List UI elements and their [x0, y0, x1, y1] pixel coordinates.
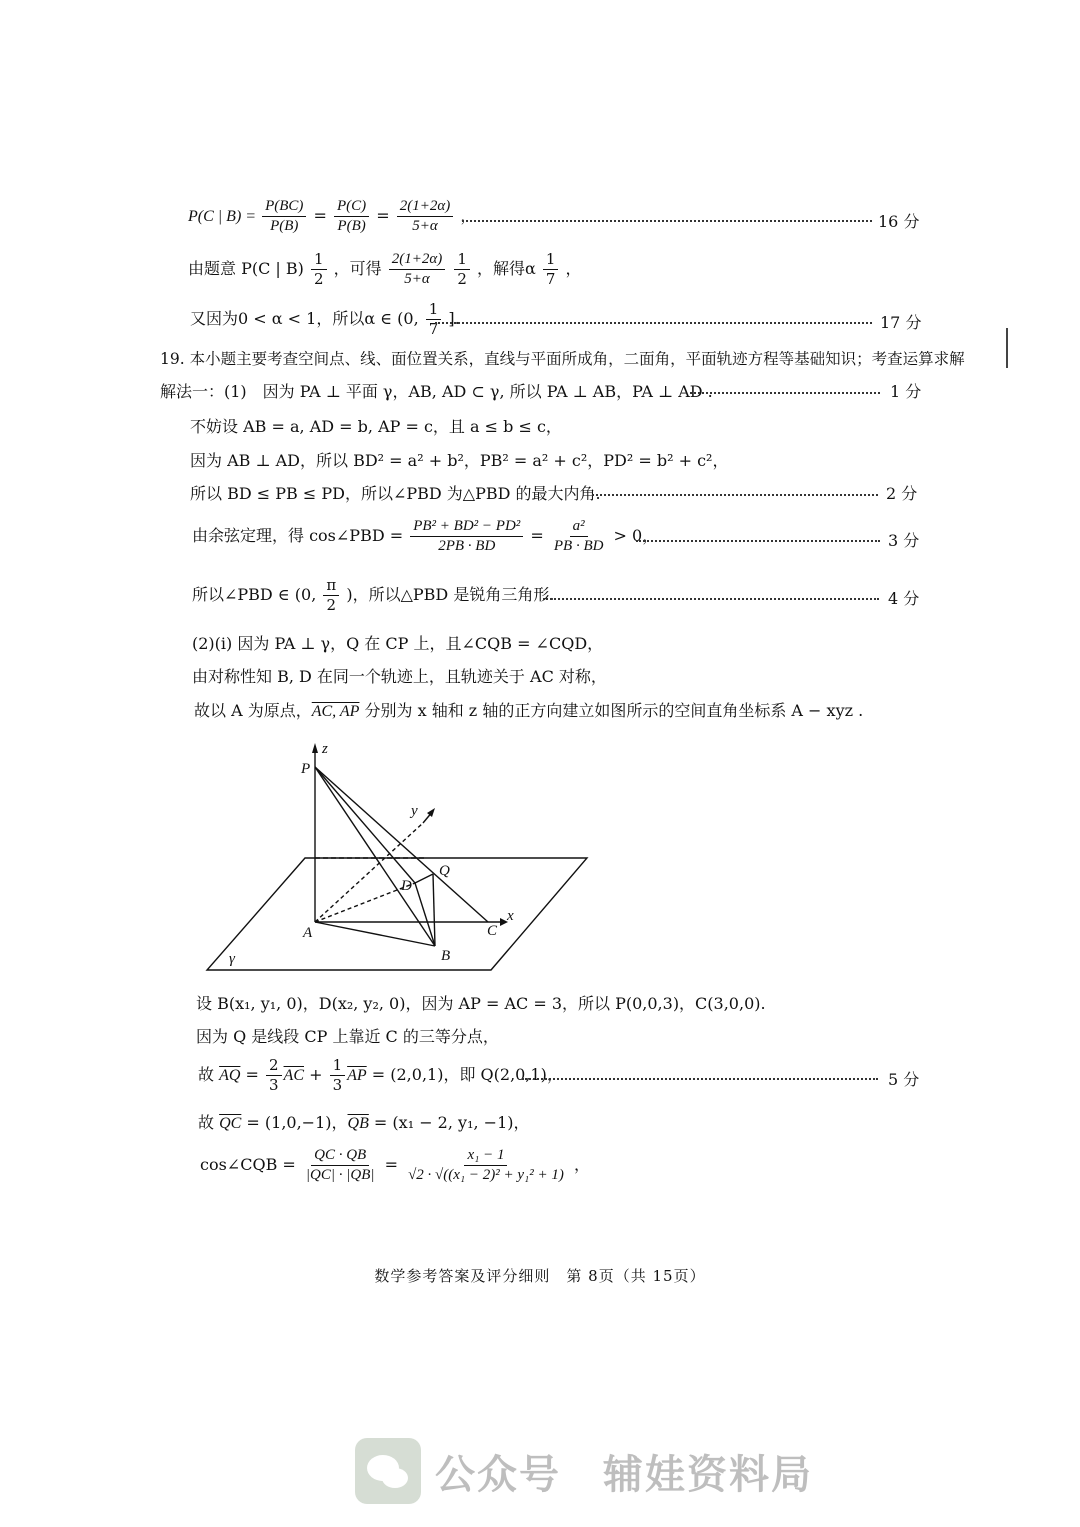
leader-dots [462, 220, 872, 222]
edge-DQ [415, 874, 433, 883]
edge-DB [415, 883, 435, 946]
watermark [355, 1438, 813, 1504]
leader-dots [522, 1078, 878, 1080]
label-P: P [301, 761, 311, 777]
score-16: 16 分 [878, 212, 920, 231]
solution-step-trisection: 因为 Q 是线段 CP 上靠近 C 的三等分点， [196, 1027, 499, 1046]
plane-gamma [207, 858, 587, 970]
solution-step-cosine: 由余弦定理，得 cos∠PBD = $\frac{\text{PB² + BD² − PD²}}{2PB \cdot BD}$ = $\frac{\text{a²}}{PB \cdot BD}$ > 0， [192, 518, 659, 554]
label-y: y [411, 803, 418, 819]
watermark-text: 公众号 辅娃资料局 [435, 1451, 813, 1498]
label-Q: Q [439, 863, 450, 879]
page-footer: 数学参考答案及评分细则 第 8页（共 15页） [374, 1267, 706, 1285]
leader-dots [543, 598, 879, 600]
score-5: 5 分 [888, 1070, 920, 1089]
label-D: D [401, 878, 412, 894]
solution-step-vectors: 故 $\overline{QC} = (1,0,-1)$，$\overline{QB} = (x_1 - 2$, y₁, −1)， [198, 1113, 530, 1132]
leader-dots [435, 322, 872, 324]
score-1: 1 分 [890, 382, 922, 401]
solution-step-points: 设 B(x₁, y₁, 0)，D(x₂, y₂, 0)，因为 AP = AC = 3，所以 P(0,0,3)，C(3,0,0). [196, 994, 766, 1013]
solution-step-3: 因为 AB ⊥ AD，所以 BD² = a² + b²，PB² = a² + c²，PD² = b² + c²， [190, 451, 729, 470]
solution-step-symmetry: 由对称性知 B, D 在同一个轨迹上，且轨迹关于 AC 对称， [192, 667, 607, 686]
y-arrow [427, 808, 435, 817]
leader-dots [592, 494, 878, 496]
solution-step-coords: 故以 A 为原点，AC, AP 分别为 x 轴和 z 轴的正方向建立如图所示的空间直角坐标系 A − xyz . [194, 701, 864, 720]
leader-dots [636, 540, 880, 542]
edge-PB [315, 767, 435, 946]
edge-QB [433, 874, 435, 946]
score-17: 17 分 [880, 313, 922, 332]
solution-step-acute: 所以∠PBD ∈ (0, $\frac{\pi}{2}$ )，所以△PBD 是锐角三角形. [192, 576, 555, 614]
solution-step-2i: (2)(i) 因为 PA ⊥ γ，Q 在 CP 上，且∠CQB = ∠CQD， [192, 634, 604, 653]
score-2: 2 分 [886, 484, 918, 503]
edge-PD [315, 767, 415, 883]
score-4: 4 分 [888, 589, 920, 608]
coordinate-figure [195, 735, 595, 975]
z-arrow [312, 743, 318, 753]
edge-PC [315, 767, 488, 922]
solution-step-2: 不妨设 AB = a, AD = b, AP = c，且 a ≤ b ≤ c， [190, 417, 562, 436]
label-B: B [441, 948, 451, 964]
solution-step-4: 所以 BD ≤ PB ≤ PD，所以∠PBD 为△PBD 的最大内角. [190, 484, 601, 503]
question-19-heading: 19. 本小题主要考查空间点、线、面位置关系，直线与平面所成角，二面角，平面轨迹方程等基础知识；考查运算求解 [160, 350, 965, 368]
formula-line-condition: 由题意 P(C | B) $\frac{1}{2}$ ，可得 $\frac{2(1+2\alpha)}{5+\alpha}$ $\frac{1}{2}$ ，解得α $\frac{1}{7}$ ， [188, 250, 582, 288]
edge-AB [315, 922, 435, 946]
label-z: z [322, 741, 328, 757]
label-C: C [487, 923, 498, 939]
label-A: A [303, 925, 313, 941]
leader-dots [690, 392, 880, 394]
page-edge-mark [1006, 328, 1008, 368]
edge-AD [315, 883, 415, 922]
solution-step-AQ: 故 $\overline{AQ}$ = $\frac{2}{3}$ $\overline{AC}$ + $\frac{1}{3}$ $\overline{AP} = (2,0,1)$，即 Q(2,0,1)， [198, 1056, 563, 1094]
formula-line-conditional-prob: P(C | B) = $\frac{P(BC)}{P(B)}$ = $\frac{P(C)}{P(B)}$ = $\frac{2(1+2\alpha)}{5+\alpha}$ ， [188, 198, 477, 234]
formula-line-alpha-range: 又因为0 < α < 1，所以α ∈ (0, $\frac{1}{7}$ ]. [190, 300, 460, 338]
label-x: x [507, 908, 514, 924]
label-gamma: γ [229, 951, 235, 967]
score-3: 3 分 [888, 531, 920, 550]
solution-step-1: 解法一：(1) 因为 PA ⊥ 平面 γ，AB, AD ⊂ γ, 所以 PA ⊥ AB，PA ⊥ AD . [160, 382, 713, 401]
solution-step-cosCQB: cos∠CQB = $\frac{QC \cdot QB}{|QC| \cdot |QB|}$ = $\frac{\text{x₁ − 1}}{\text{√2 · √((x₁ − 2)² + y₁² + 1)}}$ ， [200, 1147, 590, 1183]
wechat-logo-icon [355, 1438, 421, 1504]
